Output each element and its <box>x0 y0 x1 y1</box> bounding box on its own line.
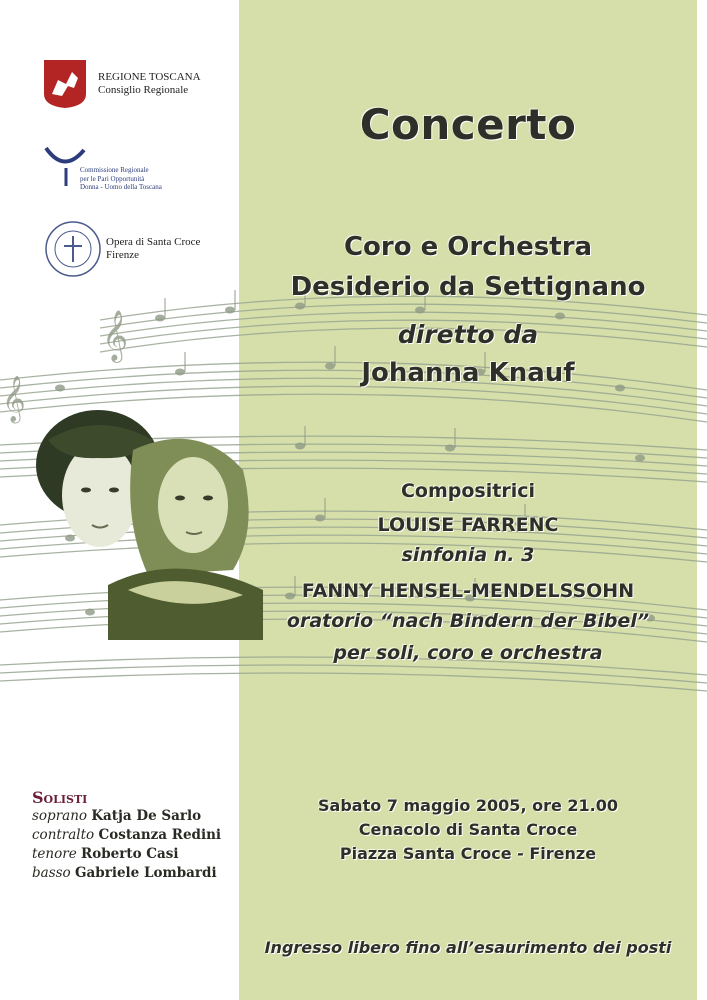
regione-sub: Consiglio Regionale <box>98 84 189 96</box>
footer-note: Ingresso libero fino all’esaurimento dei posti <box>264 938 672 957</box>
soloist-row <box>32 845 221 864</box>
svg-text:𝄞: 𝄞 <box>2 376 26 422</box>
soloist-role: soprano <box>32 808 88 824</box>
event-venue: Cenacolo di Santa Croce <box>358 820 578 839</box>
work-hensel-detail: per soli, coro e orchestra <box>333 642 603 664</box>
regione-name: REGIONE TOSCANA <box>98 71 201 83</box>
opera-santa-croce-seal-icon <box>44 220 102 278</box>
commissione-text <box>80 166 162 192</box>
page-title: Concerto <box>359 100 577 149</box>
soloist-role: contralto <box>32 827 95 843</box>
commissione-line1: Commissione Regionale <box>80 166 149 174</box>
portraits-illustration <box>18 400 268 640</box>
soloist-role: tenore <box>32 846 77 862</box>
opera-line1: Opera di Santa Croce <box>106 236 201 248</box>
soloists-block <box>32 788 221 883</box>
regione-shield-icon <box>40 58 90 110</box>
soloist-row <box>32 807 221 826</box>
soloist-name: Costanza Redini <box>98 827 222 843</box>
svg-text:𝄞: 𝄞 <box>102 310 129 361</box>
composer-hensel: FANNY HENSEL-MENDELSSOHN <box>301 580 635 602</box>
soloist-role: basso <box>32 865 71 881</box>
work-hensel: oratorio “nach Bindern der Bibel” <box>286 610 650 632</box>
soloist-name: Gabriele Lombardi <box>74 865 217 881</box>
soloist-row <box>32 864 221 883</box>
soloists-title: Solisti <box>32 788 88 807</box>
commissione-line3: Donna - Uomo della Toscana <box>80 183 162 191</box>
ensemble-line1: Coro e Orchestra <box>343 232 593 262</box>
soloist-row <box>32 826 221 845</box>
ensemble-line2: Desiderio da Settignano <box>290 272 646 302</box>
work-farrenc: sinfonia n. 3 <box>401 544 535 566</box>
opera-text <box>106 236 200 262</box>
commissione-line2: per le Pari Opportunità <box>80 174 145 183</box>
conductor-name: Johanna Knauf <box>361 358 575 388</box>
regione-toscana-logo <box>40 58 201 110</box>
event-address: Piazza Santa Croce - Firenze <box>339 844 597 863</box>
event-date: Sabato 7 maggio 2005, ore 21.00 <box>318 796 618 815</box>
opera-line2: Firenze <box>106 249 139 261</box>
soloist-name: Katja De Sarlo <box>91 808 202 824</box>
program-heading: Compositrici <box>400 480 535 502</box>
composer-farrenc: LOUISE FARRENC <box>377 514 559 536</box>
conductor-label: diretto da <box>397 320 539 349</box>
soloist-name: Roberto Casi <box>80 846 179 862</box>
